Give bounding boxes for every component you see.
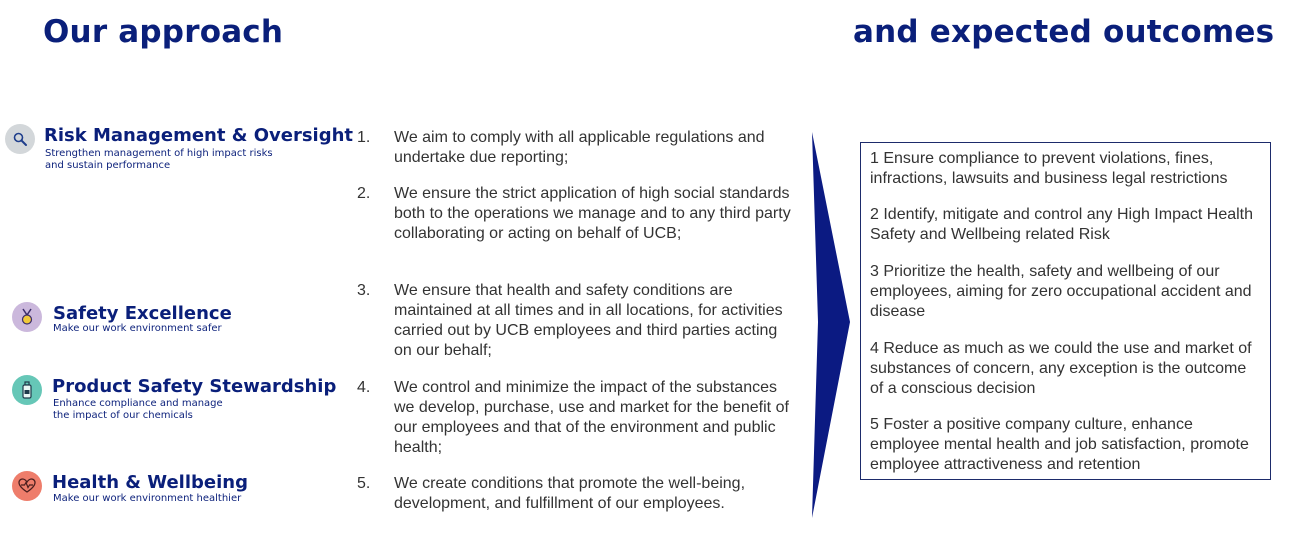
chevron-arrow-icon bbox=[810, 132, 854, 520]
list-item-number: 3. bbox=[357, 282, 371, 299]
list-item-number: 1. bbox=[357, 129, 371, 146]
list-item-text: We aim to comply with all applicable regulations and undertake due reporting; bbox=[394, 129, 765, 166]
pillar-subtitle-line: Strengthen management of high impact risks bbox=[45, 148, 273, 159]
bottle-icon bbox=[12, 375, 42, 405]
pillar-title: Safety Excellence bbox=[53, 303, 232, 324]
outcomes-heading: and expected outcomes bbox=[853, 14, 1275, 50]
pillar-subtitle-line: Enhance compliance and manage bbox=[53, 398, 223, 409]
pillar-subtitle-line: Make our work environment healthier bbox=[53, 493, 242, 504]
list-item-text: We create conditions that promote the well-being, development, and fulfillment of our employees. bbox=[394, 475, 746, 512]
list-item-text: We ensure that health and safety conditions are maintained at all times and in all locations, for activities carried out by UCB employees and third parties acting on our behalf; bbox=[394, 282, 783, 359]
list-item-number: 4. bbox=[357, 379, 371, 396]
outcome-item: 3 Prioritize the health, safety and wellbeing of our employees, aiming for zero occupational accident and disease bbox=[870, 263, 1252, 320]
heart-pulse-icon bbox=[12, 471, 42, 501]
list-item-number: 2. bbox=[357, 185, 371, 202]
medal-icon bbox=[12, 302, 42, 332]
outcome-item: 1 Ensure compliance to prevent violations, fines, infractions, lawsuits and business legal restrictions bbox=[870, 150, 1228, 187]
list-item-text: We ensure the strict application of high social standards both to the operations we manage and to any third party collaborating or acting on behalf of UCB; bbox=[394, 185, 791, 242]
approach-heading: Our approach bbox=[43, 14, 284, 50]
outcomes-box bbox=[860, 142, 1271, 480]
pillar-subtitle-line: the impact of our chemicals bbox=[53, 410, 193, 421]
pillar-subtitle-line: and sustain performance bbox=[45, 160, 171, 171]
outcome-item: 4 Reduce as much as we could the use and market of substances of concern, any exception is the outcome of a conscious decision bbox=[870, 340, 1252, 397]
outcome-item: 5 Foster a positive company culture, enhance employee mental health and job satisfaction, promote employee attractiveness and retention bbox=[870, 416, 1249, 473]
outcome-item: 2 Identify, mitigate and control any High Impact Health Safety and Wellbeing related Risk bbox=[870, 206, 1254, 243]
pillar-title: Risk Management & Oversight bbox=[44, 125, 354, 146]
list-item-number: 5. bbox=[357, 475, 371, 492]
list-item-text: We control and minimize the impact of the substances we develop, purchase, use and market for the benefit of our employees and that of the environment and public health; bbox=[394, 379, 789, 456]
magnifier-icon bbox=[5, 124, 35, 154]
pillar-title: Health & Wellbeing bbox=[52, 472, 248, 493]
pillar-title: Product Safety Stewardship bbox=[52, 376, 337, 397]
pillar-subtitle-line: Make our work environment safer bbox=[53, 323, 222, 334]
